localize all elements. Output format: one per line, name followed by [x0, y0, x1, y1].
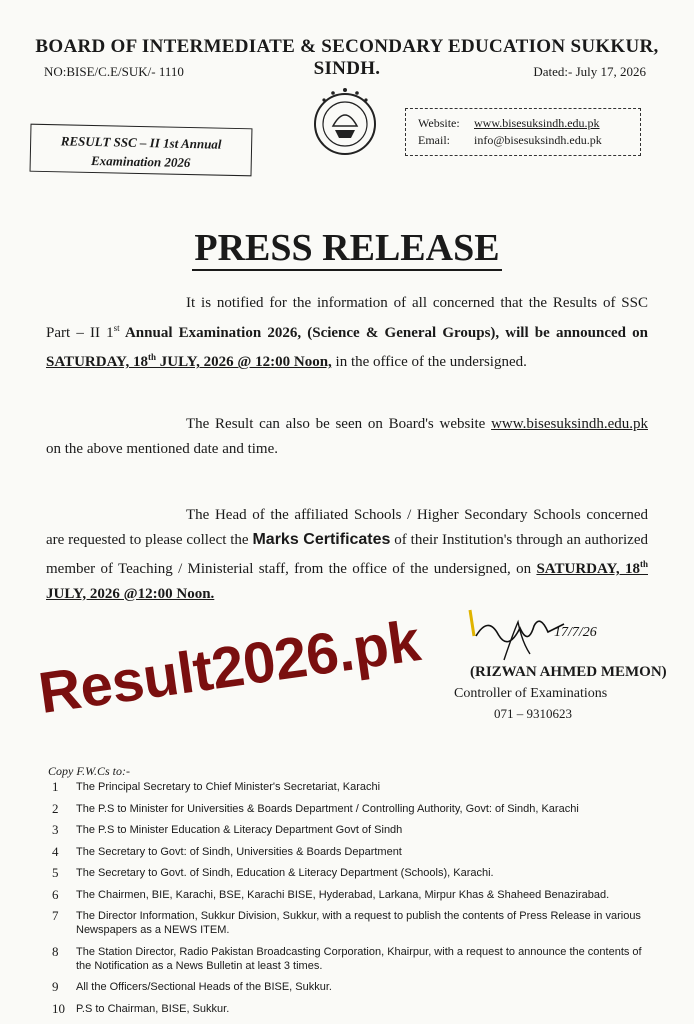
copy-item-text: The Secretary to Govt. of Sindh, Education & Literacy Department (Schools), Karachi. — [76, 867, 494, 879]
website-link[interactable]: www.bisesuksindh.edu.pk — [474, 116, 600, 130]
signatory-name: (RIZWAN AHMED MEMON) — [470, 664, 667, 680]
copy-list-item — [44, 866, 650, 880]
result-box — [30, 124, 253, 177]
copy-list-item — [44, 945, 650, 973]
copy-list-item — [44, 980, 650, 994]
result-box-line1: RESULT SSC – II 1st Annual — [60, 133, 222, 152]
copy-list-item — [44, 1002, 650, 1016]
copy-item-text: The Principal Secretary to Chief Minister's Secretariat, Karachi — [76, 781, 381, 793]
email-label: Email: — [418, 133, 450, 147]
copy-item-text: The P.S to Minister Education & Literacy Department Govt of Sindh — [76, 824, 403, 836]
signatory-phone: 071 – 9310623 — [494, 706, 572, 721]
contact-box — [405, 108, 641, 156]
paragraph-announcement: It is notified for the information of all concerned that the Results of SSC Part – II 1st Annual Examination 2026, (Science & General Groups), will be announced on SATURDAY, 18th JULY, 2026 @ 12:00 Noon, in the office of the undersigned. — [46, 295, 648, 370]
copy-list-item — [44, 802, 650, 816]
email-link[interactable]: info@bisesuksindh.edu.pk — [474, 133, 602, 147]
paragraph-collection: The Head of the affiliated Schools / Higher Secondary Schools concerned are requested to please collect the Marks Certificates of their Institution's through an authorized member of Teaching / Ministerial staff, from the office of the undersigned, on SATURDAY, 18th JULY, 2026 @12:00 Noon. — [46, 507, 648, 602]
watermark: Result2026.pk — [34, 608, 424, 727]
page-title — [0, 226, 694, 270]
copy-heading: Copy F.W.Cs to:- — [48, 764, 131, 778]
copy-list-item — [44, 823, 650, 837]
copy-item-number: 4 — [52, 843, 59, 859]
copy-item-text: The Director Information, Sukkur Division, Sukkur, with a request to publish the contents of Press Release in various Newspapers as a NEWS ITEM. — [76, 910, 641, 936]
board-seal-logo — [307, 84, 383, 160]
signature-date: 17/7/26 — [554, 625, 597, 640]
body-website-link[interactable]: www.bisesuksindh.edu.pk — [491, 416, 648, 432]
copy-item-number: 3 — [52, 822, 59, 837]
copy-item-number: 9 — [52, 979, 59, 994]
paragraph-website: The Result can also be seen on Board's website www.bisesuksindh.edu.pk on the above mentioned date and time. — [46, 416, 648, 457]
copy-item-number: 8 — [52, 943, 59, 959]
signatory-role: Controller of Examinations — [454, 686, 608, 701]
copy-item-number: 6 — [52, 886, 59, 902]
copy-item-number: 7 — [52, 908, 59, 923]
copy-item-text: The Secretary to Govt: of Sindh, Universities & Boards Department — [76, 845, 402, 858]
copy-list-item — [44, 845, 650, 859]
issue-date: Dated:- July 17, 2026 — [533, 64, 646, 79]
copy-list-item — [44, 780, 650, 794]
copy-item-text: The Chairmen, BIE, Karachi, BSE, Karachi BISE, Hyderabad, Larkana, Mirpur Khas & Shaheed Benazirabad. — [76, 888, 610, 901]
copy-list-item — [44, 909, 650, 937]
copy-item-text: All the Officers/Sectional Heads of the BISE, Sukkur. — [76, 981, 332, 993]
copy-item-number: 10 — [52, 1000, 65, 1016]
board-name: BOARD OF INTERMEDIATE & SECONDARY EDUCATION SUKKUR, SINDH. — [35, 36, 659, 79]
copy-list-item — [44, 888, 650, 902]
copy-item-number: 5 — [52, 865, 59, 880]
copy-item-text: P.S to Chairman, BISE, Sukkur. — [76, 1002, 230, 1015]
reference-number: NO:BISE/C.E/SUK/- 1110 — [44, 64, 184, 79]
copy-list — [44, 780, 650, 1023]
title-text: PRESS RELEASE — [194, 227, 500, 269]
result-box-line2: Examination 2026 — [90, 152, 191, 171]
copy-item-text: The P.S to Minister for Universities & Boards Department / Controlling Authority, Govt: of Sindh, Karachi — [76, 802, 579, 815]
signature — [468, 606, 608, 666]
copy-item-number: 1 — [52, 779, 59, 794]
copy-item-text: The Station Director, Radio Pakistan Broadcasting Corporation, Khairpur, with a request to announce the contents of the Notification as a News Bulletin at least 3 times. — [76, 945, 642, 972]
copy-item-number: 2 — [52, 800, 59, 816]
website-label: Website: — [418, 116, 460, 130]
